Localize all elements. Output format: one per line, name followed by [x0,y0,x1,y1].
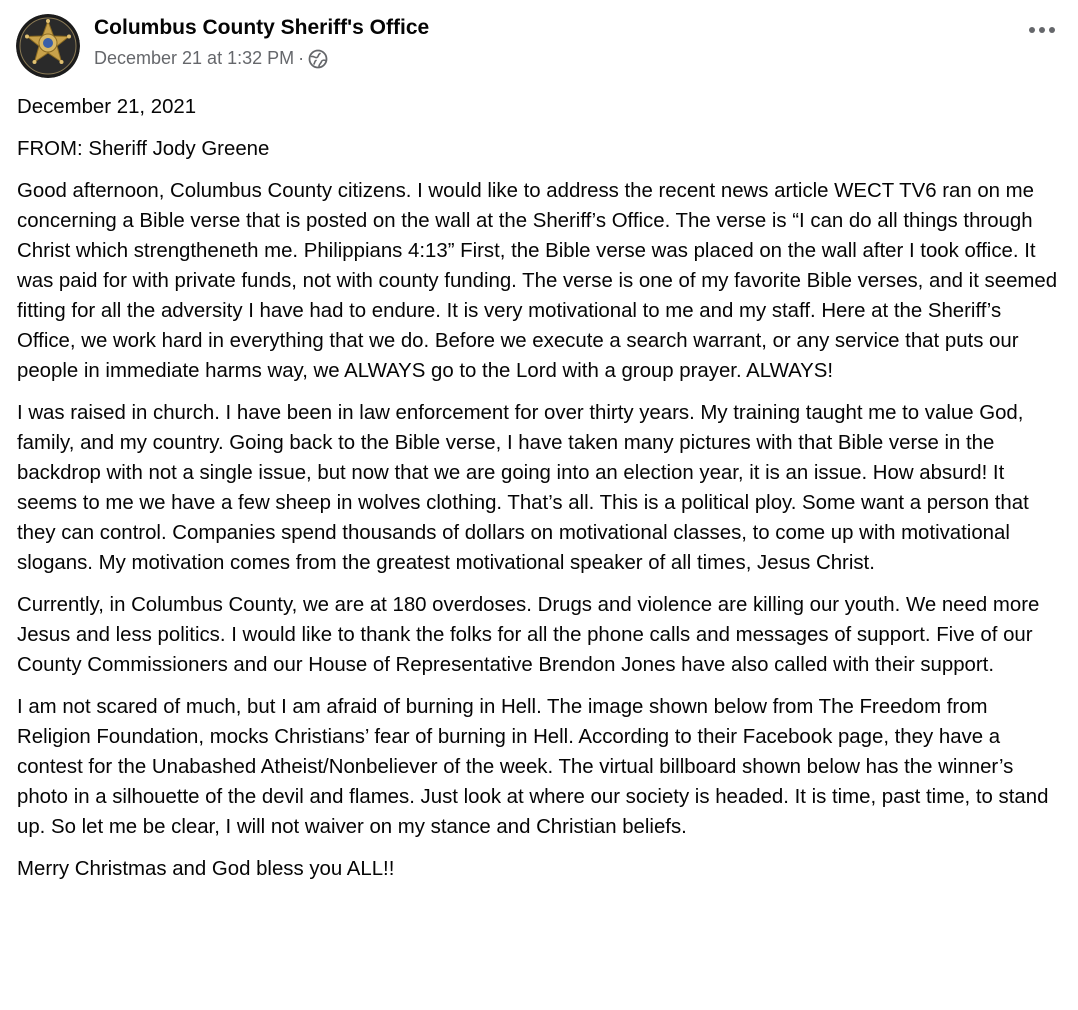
avatar[interactable] [16,14,80,78]
post-paragraph: I was raised in church. I have been in law enforcement for over thirty years. My training taught me to value God, family, and my country. Going back to the Bible verse, I have taken many pictures with that Bible verse in the backdrop with not a single issue, but now that we are going into an election year, it is an issue. How absurd! It seems to me we have a few sheep in wolves clothing. That’s all. This is a political ploy. Some want a person that they can control. Companies spend thousands of dollars on motivational classes, to come up with motivational slogans. My motivation comes from the greatest motivational speaker of all times, Jesus Christ. [17,402,1029,574]
post-date: December 21, 2021 [17,96,197,118]
more-options-icon [1028,26,1056,34]
post-meta [94,48,328,69]
post-body [17,92,1062,896]
globe-icon[interactable] [308,49,328,69]
post-header [16,14,1062,78]
post-closing: Merry Christmas and God bless you ALL!! [17,858,395,880]
post-timestamp[interactable]: December 21 at 1:32 PM [94,48,295,68]
post-paragraph: Currently, in Columbus County, we are at 180 overdoses. Drugs and violence are killing our youth. We need more Jesus and less politics. I would like to thank the folks for all the phone calls and messages of support. Five of our County Commissioners and our House of Representative Brendon Jones have also called with their support. [17,594,1040,676]
sheriff-badge-icon [16,14,80,78]
post-from: FROM: Sheriff Jody Greene [17,138,270,160]
meta-separator: · [298,48,305,68]
more-options-button[interactable] [1022,14,1062,46]
post-paragraph: I am not scared of much, but I am afraid of burning in Hell. The image shown below from The Freedom from Religion Foundation, mocks Christians’ fear of burning in Hell. According to their Facebook page, they have a contest for the Unabashed Atheist/Nonbeliever of the week. The virtual billboard shown below has the winner’s photo in a silhouette of the devil and flames. Just look at where our society is headed. It is time, past time, to stand up. So let me be clear, I will not waiver on my stance and Christian beliefs. [17,696,1049,838]
post-paragraph: Good afternoon, Columbus County citizens. I would like to address the recent news article WECT TV6 ran on me concerning a Bible verse that is posted on the wall at the Sheriff’s Office. The verse is “I can do all things through Christ which strengtheneth me. Philippians 4:13” First, the Bible verse was placed on the wall after I took office. It was paid for with private funds, not with county funding. The verse is one of my favorite Bible verses, and it seemed fitting for all the adversity I have had to endure. It is very motivational to me and my staff. Here at the Sheriff’s Office, we work hard in everything that we do. Before we execute a search warrant, or any service that puts our people in immediate harms way, we ALWAYS go to the Lord with a group prayer. ALWAYS! [17,180,1058,382]
page-name[interactable]: Columbus County Sheriff's Office [94,16,430,39]
